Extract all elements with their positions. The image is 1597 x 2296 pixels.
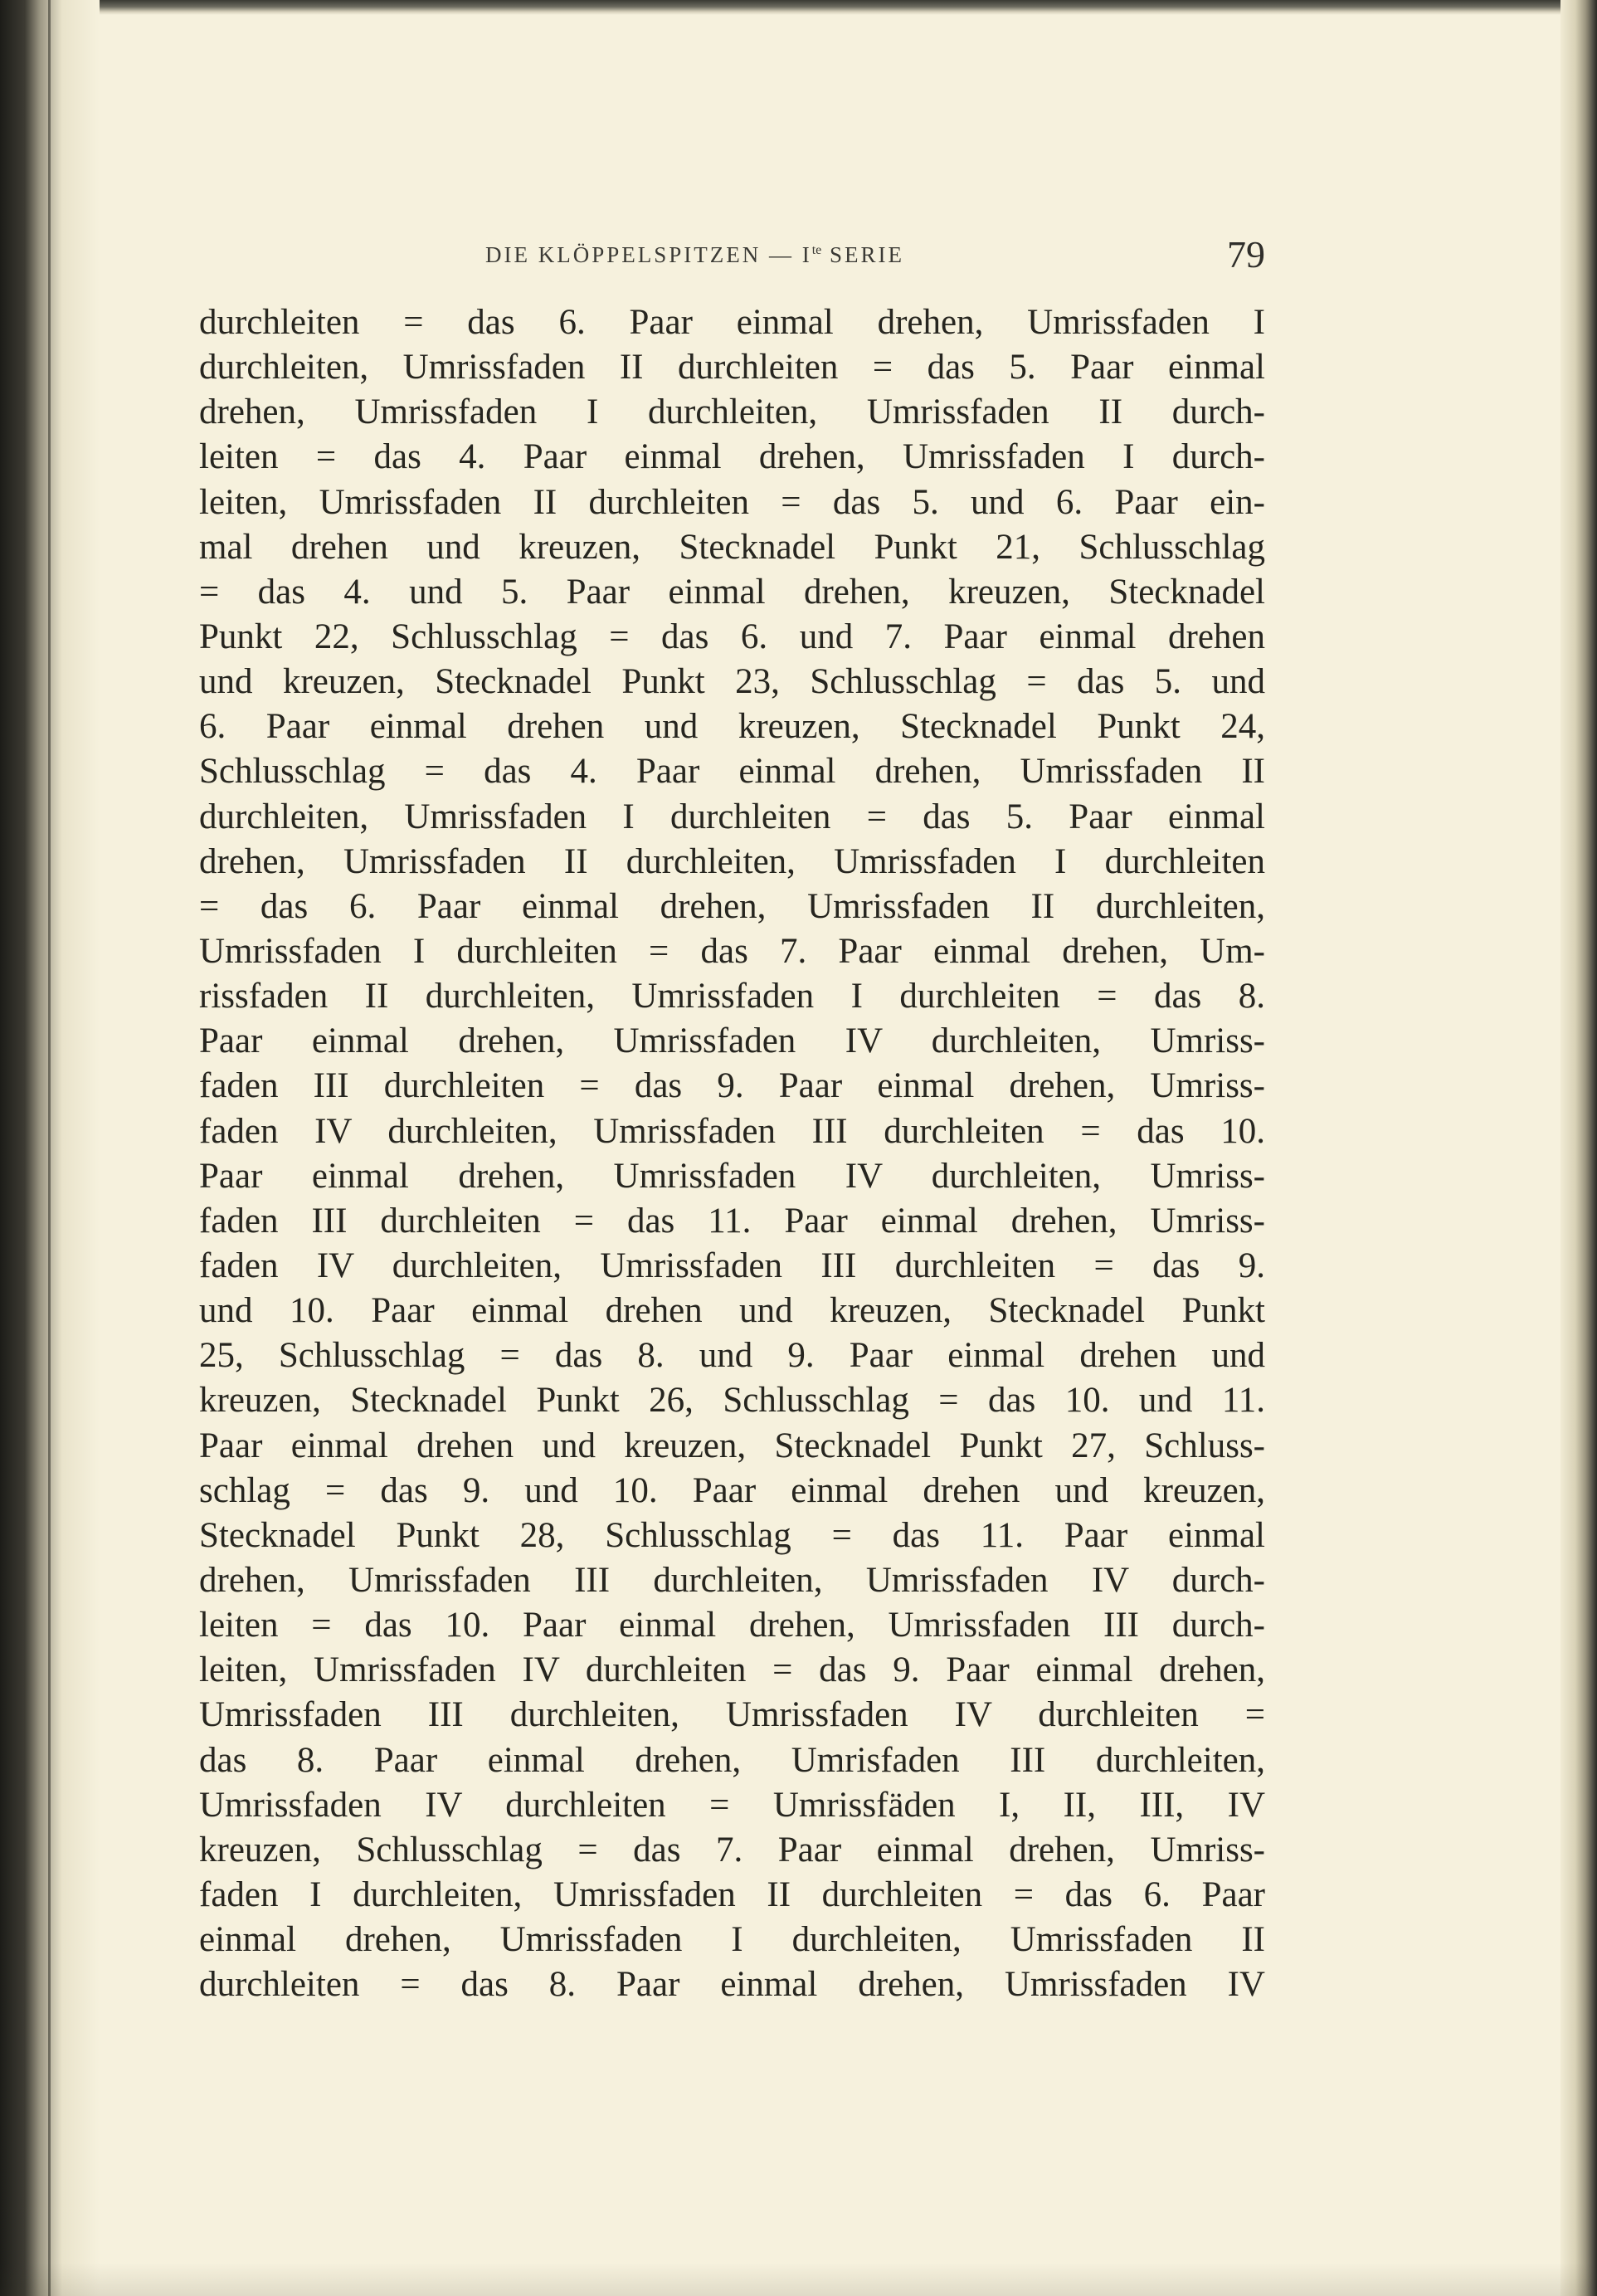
text-line: leiten = das 4. Paar einmal drehen, Umrissfaden I durch-	[199, 437, 1265, 477]
page-number: 79	[1227, 233, 1265, 275]
text-line: faden III durchleiten = das 11. Paar einmal drehen, Umriss-	[199, 1201, 1265, 1241]
text-line: Umrissfaden I durchleiten = das 7. Paar einmal drehen, Um-	[199, 931, 1265, 971]
running-title-main: DIE KLÖPPELSPITZEN — I	[485, 242, 812, 267]
running-head	[199, 232, 1265, 282]
text-line: leiten, Umrissfaden II durchleiten = das 5. und 6. Paar ein-	[199, 482, 1265, 522]
text-line: Punkt 22, Schlusschlag = das 6. und 7. Paar einmal drehen	[199, 617, 1265, 656]
text-line: das 8. Paar einmal drehen, Umrisfaden III durchleiten,	[199, 1740, 1265, 1780]
text-line: Stecknadel Punkt 28, Schlusschlag = das 11. Paar einmal	[199, 1515, 1265, 1555]
text-line: rissfaden II durchleiten, Umrissfaden I durchleiten = das 8.	[199, 977, 1265, 1016]
page-right-edge	[1560, 0, 1597, 2296]
text-line: und kreuzen, Stecknadel Punkt 23, Schlusschlag = das 5. und	[199, 662, 1265, 702]
text-line: faden I durchleiten, Umrissfaden II durchleiten = das 6. Paar	[199, 1874, 1265, 1914]
text-line: mal drehen und kreuzen, Stecknadel Punkt 21, Schlusschlag	[199, 527, 1265, 567]
text-line: faden III durchleiten = das 9. Paar einmal drehen, Umriss-	[199, 1066, 1265, 1106]
text-line: Paar einmal drehen und kreuzen, Stecknadel Punkt 27, Schluss-	[199, 1426, 1265, 1465]
text-line: faden IV durchleiten, Umrissfaden III durchleiten = das 10.	[199, 1111, 1265, 1151]
text-line: Paar einmal drehen, Umrissfaden IV durchleiten, Umriss-	[199, 1156, 1265, 1196]
text-line: faden IV durchleiten, Umrissfaden III durchleiten = das 9.	[199, 1245, 1265, 1285]
running-title	[485, 242, 904, 268]
running-title-superscript: te	[811, 243, 822, 257]
text-line: drehen, Umrissfaden III durchleiten, Umrissfaden IV durch-	[199, 1560, 1265, 1600]
text-line: Schlusschlag = das 4. Paar einmal drehen, Umrissfaden II	[199, 752, 1265, 792]
text-line: leiten, Umrissfaden IV durchleiten = das 9. Paar einmal drehen,	[199, 1650, 1265, 1690]
text-line: 25, Schlusschlag = das 8. und 9. Paar einmal drehen und	[199, 1336, 1265, 1376]
page-bottom-shade	[0, 2263, 1597, 2296]
text-line: drehen, Umrissfaden II durchleiten, Umrissfaden I durchleiten	[199, 841, 1265, 881]
text-line: kreuzen, Stecknadel Punkt 26, Schlusschlag = das 10. und 11.	[199, 1381, 1265, 1421]
text-line: durchleiten, Umrissfaden II durchleiten = das 5. Paar einmal	[199, 348, 1265, 388]
text-line: = das 4. und 5. Paar einmal drehen, kreuzen, Stecknadel	[199, 572, 1265, 612]
page-top-edge	[0, 0, 1597, 15]
text-line: und 10. Paar einmal drehen und kreuzen, Stecknadel Punkt	[199, 1291, 1265, 1331]
body-text	[199, 300, 1265, 2007]
text-line: leiten = das 10. Paar einmal drehen, Umrissfaden III durch-	[199, 1606, 1265, 1645]
text-line: drehen, Umrissfaden I durchleiten, Umrissfaden II durch-	[199, 392, 1265, 432]
text-line: durchleiten = das 6. Paar einmal drehen, Umrissfaden I	[199, 303, 1265, 342]
gutter-line	[48, 0, 51, 2296]
text-line: Paar einmal drehen, Umrissfaden IV durchleiten, Umriss-	[199, 1021, 1265, 1061]
text-line: kreuzen, Schlusschlag = das 7. Paar einmal drehen, Umriss-	[199, 1830, 1265, 1869]
text-line: einmal drehen, Umrissfaden I durchleiten, Umrissfaden II	[199, 1920, 1265, 1960]
text-line: 6. Paar einmal drehen und kreuzen, Stecknadel Punkt 24,	[199, 707, 1265, 747]
text-line: durchleiten, Umrissfaden I durchleiten = das 5. Paar einmal	[199, 797, 1265, 836]
text-line: = das 6. Paar einmal drehen, Umrissfaden II durchleiten,	[199, 886, 1265, 926]
text-line: schlag = das 9. und 10. Paar einmal drehen und kreuzen,	[199, 1470, 1265, 1510]
text-line: Umrissfaden IV durchleiten = Umrissfäden I, II, III, IV	[199, 1785, 1265, 1825]
running-title-tail: SERIE	[821, 242, 905, 267]
text-line: Umrissfaden III durchleiten, Umrissfaden IV durchleiten =	[199, 1695, 1265, 1735]
text-line: durchleiten = das 8. Paar einmal drehen, Umrissfaden IV	[199, 1965, 1265, 2005]
